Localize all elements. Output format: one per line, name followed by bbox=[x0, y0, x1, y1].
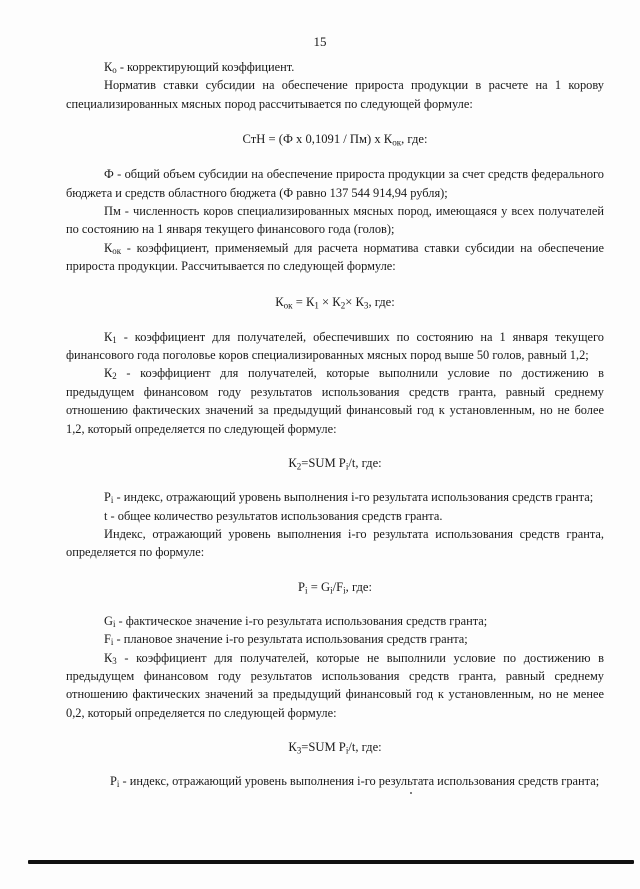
symbol-k: К bbox=[104, 366, 113, 381]
definition-text: - плановое значение i-го результата использования средств гранта; bbox=[113, 632, 468, 647]
kok-definition bbox=[66, 239, 604, 276]
formula-text: × К bbox=[345, 294, 364, 309]
formula-text: = G bbox=[307, 579, 331, 594]
formula-text: К bbox=[288, 456, 297, 471]
formula-pi bbox=[66, 578, 604, 596]
symbol-f: F bbox=[104, 632, 111, 647]
f-definition: Ф - общий объем субсидии на обеспечение прироста продукции за счет средств федерального бюджета и средств областного бюджета (Ф равно 137 544 914,94 рубля); bbox=[66, 167, 604, 200]
subscript: 2 bbox=[340, 299, 346, 310]
k0-definition bbox=[66, 58, 604, 76]
subscript: i bbox=[112, 618, 116, 629]
subscript: i bbox=[345, 745, 349, 756]
t-definition: t - общее количество результатов использования средств гранта. bbox=[104, 508, 443, 523]
formula-text: /t, где: bbox=[348, 456, 382, 471]
subscript: 3 bbox=[363, 299, 369, 310]
formula-text: , где: bbox=[401, 132, 428, 147]
pm-definition: Пм - численность коров специализированных мясных пород, имеющаяся у всех получателей по состоянию на 1 января текущего финансового года (голов); bbox=[66, 204, 604, 237]
formula-text: =SUM Р bbox=[301, 740, 346, 755]
bottom-border-line bbox=[28, 860, 634, 864]
symbol-k: К bbox=[104, 329, 113, 344]
formula-text: , где: bbox=[368, 294, 395, 309]
norm-intro-paragraph: Норматив ставки субсидии на обеспечение прироста продукции в расчете на 1 корову специализированных мясных пород рассчитывается по следующей формуле: bbox=[66, 78, 604, 111]
spacer bbox=[66, 276, 604, 293]
k2-definition bbox=[66, 364, 604, 438]
symbol-p: Р bbox=[110, 774, 117, 789]
subscript: i bbox=[345, 461, 349, 472]
pi-definition-repeat bbox=[66, 772, 604, 790]
definition-text: - коэффициент для получателей, которые не выполнили условие по достижению в предыдущем финансовом году результатов использования средств гранта, равный среднему отношению фактических значений за предыдущий финансовый год к установленным, но не менее 0,2, который определяется по следующей формуле: bbox=[66, 650, 604, 720]
formula-text: Р bbox=[298, 579, 306, 594]
spacer bbox=[66, 596, 604, 612]
formula-k3 bbox=[66, 738, 604, 756]
symbol-k: К bbox=[104, 650, 113, 665]
definition-text: - коэффициент для получателей, которые выполнили условие по достижению в предыдущем финансовом году результатов использования средств гранта, равный среднему отношению фактических значений за предыдущий финансовый год к установленным, но не более 1,2, который определяется по следующей формуле: bbox=[66, 366, 604, 436]
formula-text: , где: bbox=[345, 579, 372, 594]
subscript: 2 bbox=[112, 371, 117, 382]
formula-text: К bbox=[275, 294, 284, 309]
spacer bbox=[66, 311, 604, 328]
subscript: 1 bbox=[112, 334, 117, 345]
subscript: 1 bbox=[314, 299, 319, 310]
k3-definition bbox=[66, 649, 604, 723]
definition-text: - фактическое значение i-го результата использования средств гранта; bbox=[115, 613, 488, 628]
subscript: i bbox=[305, 584, 308, 595]
subscript: i bbox=[343, 584, 346, 595]
subscript: ок bbox=[283, 299, 293, 310]
subscript: ок bbox=[112, 246, 122, 257]
formula-stn bbox=[66, 130, 604, 148]
formula-text: = К bbox=[292, 294, 315, 309]
definition-text: - корректирующий коэффициент. bbox=[116, 60, 295, 74]
formula-text: К bbox=[288, 740, 297, 755]
formula-k2 bbox=[66, 454, 604, 472]
spacer bbox=[66, 113, 604, 130]
scan-speck bbox=[410, 792, 412, 794]
gi-definition bbox=[66, 612, 604, 630]
subscript: 3 bbox=[296, 745, 302, 756]
formula-kok bbox=[66, 293, 604, 311]
symbol-k: К bbox=[104, 240, 113, 255]
subscript: i bbox=[110, 637, 114, 648]
spacer bbox=[66, 756, 604, 772]
document-body bbox=[66, 58, 604, 791]
page-number: 15 bbox=[313, 34, 327, 49]
formula-text: × К bbox=[318, 294, 341, 309]
definition-text: - коэффициент для получателей, обеспечивших по состоянию на 1 января текущего финансового года поголовье коров специализированных мясных пород выше 50 голов, равный 1,2; bbox=[66, 329, 604, 363]
subscript: 2 bbox=[296, 461, 302, 472]
index-intro-paragraph: Индекс, отражающий уровень выполнения i-го результата использования средств гранта, определяется по формуле: bbox=[66, 526, 604, 560]
spacer bbox=[66, 438, 604, 454]
fi-definition bbox=[66, 630, 604, 648]
symbol-k: К bbox=[104, 60, 113, 74]
spacer bbox=[66, 148, 604, 165]
subscript: 3 bbox=[112, 655, 117, 666]
formula-text: /t, где: bbox=[348, 740, 382, 755]
subscript: i bbox=[330, 584, 333, 595]
spacer bbox=[66, 722, 604, 738]
symbol-g: G bbox=[104, 613, 113, 628]
definition-text: - индекс, отражающий уровень выполнения i-го результата использования средств гранта; bbox=[113, 490, 594, 505]
spacer bbox=[66, 562, 604, 578]
formula-text: =SUM Р bbox=[301, 456, 346, 471]
k1-definition bbox=[66, 328, 604, 365]
pi-definition bbox=[66, 488, 604, 506]
definition-text: - индекс, отражающий уровень выполнения i-го результата использования средств гранта; bbox=[119, 774, 600, 789]
spacer bbox=[66, 472, 604, 488]
subscript: i bbox=[110, 495, 114, 506]
definition-text: - коэффициент, применяемый для расчета норматива ставки субсидии на обеспечение прироста продукции. Рассчитывается по следующей формуле: bbox=[66, 240, 604, 274]
symbol-p: Р bbox=[104, 490, 111, 505]
subscript: i bbox=[116, 779, 120, 790]
formula-text: СтН = (Ф х 0,1091 / Пм) х К bbox=[242, 132, 393, 147]
subscript: ок bbox=[392, 137, 402, 148]
formula-text: /F bbox=[332, 579, 344, 594]
subscript: о bbox=[112, 65, 117, 76]
